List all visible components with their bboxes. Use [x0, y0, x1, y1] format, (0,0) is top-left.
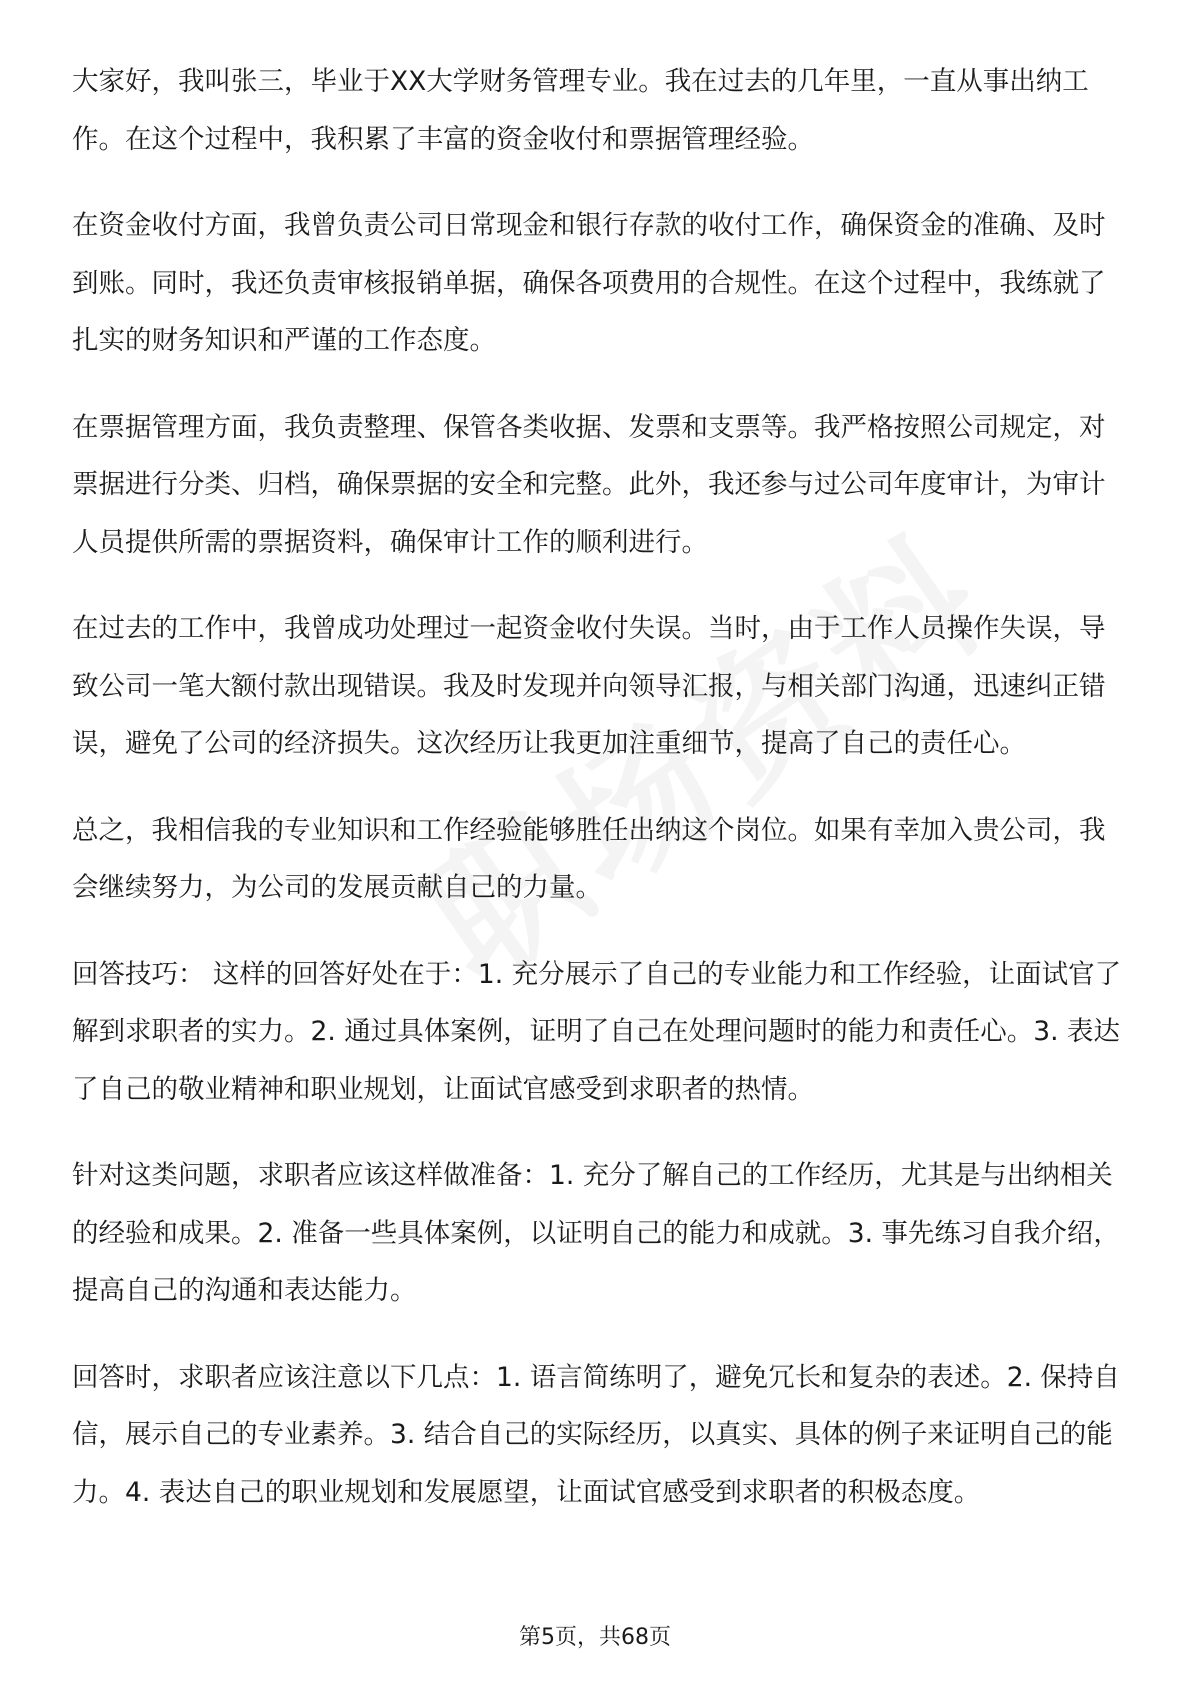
paragraph-preparation: 针对这类问题，求职者应该这样做准备：1. 充分了解自己的工作经历，尤其是与出纳相关的经验和成果。2. 准备一些具体案例，以证明自己的能力和成就。3. 事先练习自我介绍，提高自己的沟通和表达能力。	[72, 1160, 1120, 1306]
paragraph-summary: 总之，我相信我的专业知识和工作经验能够胜任出纳这个岗位。如果有幸加入贵公司，我会继续努力，为公司的发展贡献自己的力量。	[72, 814, 1106, 903]
paragraph-notes: 回答时，求职者应该注意以下几点：1. 语言简练明了，避免冗长和复杂的表述。2. 保持自信，展示自己的专业素养。3. 结合自己的实际经历，以真实、具体的例子来证明自己的能力。4. 表达自己的职业规划和发展愿望，让面试官感受到求职者的积极态度。	[72, 1361, 1120, 1508]
page-number: 第5页，共68页	[519, 1625, 671, 1650]
paragraph-case-example: 在过去的工作中，我曾成功处理过一起资金收付失误。当时，由于工作人员操作失误，导致公司一笔大额付款出现错误。我及时发现并向领导汇报，与相关部门沟通，迅速纠正错误，避免了公司的经济损失。这次经历让我更加注重细节，提高了自己的责任心。	[72, 613, 1106, 759]
paragraph-answer-tips: 回答技巧： 这样的回答好处在于：1. 充分展示了自己的专业能力和工作经验，让面试官了解到求职者的实力。2. 通过具体案例，证明了自己在处理问题时的能力和责任心。3. 表达了自己的敬业精神和职业规划，让面试官感受到求职者的热情。	[72, 958, 1122, 1105]
paragraph-fund-payments: 在资金收付方面，我曾负责公司日常现金和银行存款的收付工作，确保资金的准确、及时到账。同时，我还负责审核报销单据，确保各项费用的合规性。在这个过程中，我练就了扎实的财务知识和严谨的工作态度。	[72, 210, 1106, 356]
document-body	[72, 53, 1122, 1550]
paragraph-intro: 大家好，我叫张三，毕业于XX大学财务管理专业。我在过去的几年里，一直从事出纳工作。在这个过程中，我积累了丰富的资金收付和票据管理经验。	[72, 66, 1089, 155]
paragraph-bill-management: 在票据管理方面，我负责整理、保管各类收据、发票和支票等。我严格按照公司规定，对票据进行分类、归档，确保票据的安全和完整。此外，我还参与过公司年度审计，为审计人员提供所需的票据资料，确保审计工作的顺利进行。	[72, 411, 1106, 558]
